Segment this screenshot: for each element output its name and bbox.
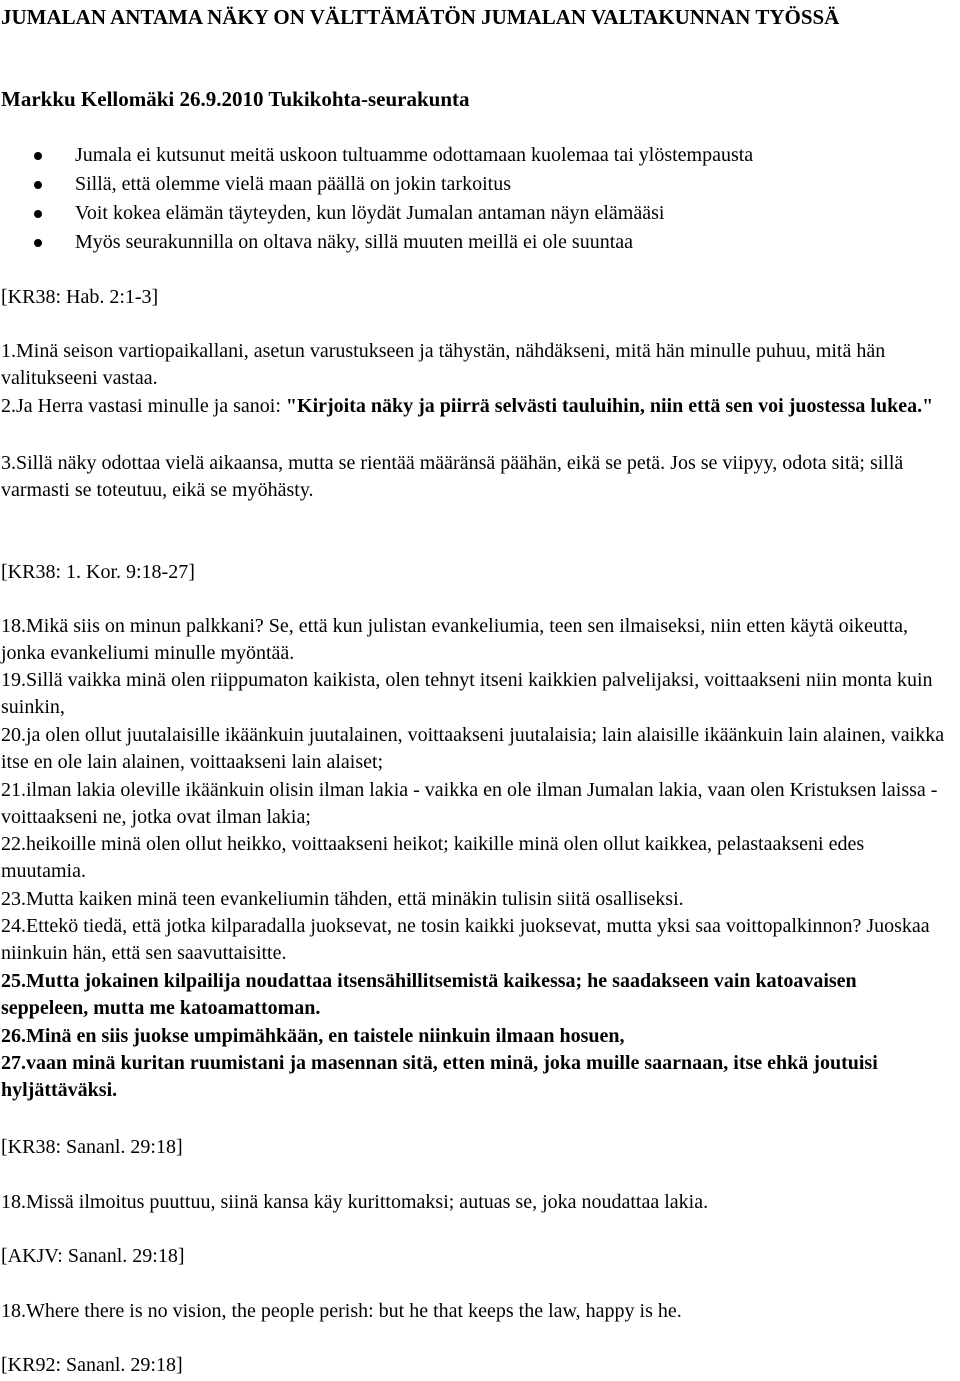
page-title: JUMALAN ANTAMA NÄKY ON VÄLTTÄMÄTÖN JUMALAN VALTAKUNNAN TYÖSSÄ (1, 5, 840, 29)
list-item: Sillä, että olemme vielä maan päällä on jokin tarkoitus (0, 170, 753, 199)
scripture-reference: [KR38: Hab. 2:1-3] (1, 286, 159, 308)
bullet-list (0, 141, 753, 257)
bullet-icon (34, 181, 42, 189)
bullet-icon (34, 210, 42, 218)
verse: 23.Mutta kaiken minä teen evankeliumin tähden, että minäkin tulisin siitä osalliseksi. (1, 888, 684, 910)
verse: 18.Mikä siis on minun palkkani? Se, että kun julistan evankeliumia, teen sen ilmaiseksi, niin etten käytä oikeutta, jonka evankeliumi minulle myöntää. (1, 615, 909, 664)
verse: 24.Ettekö tiedä, että jotka kilparadalla juoksevat, ne tosin kaikki juoksevat, mutta yksi saa voittopalkinnon? Juoskaa niinkuin hän, että sen saavuttaisitte. (1, 915, 930, 964)
list-item: Myös seurakunnilla on oltava näky, sillä muuten meillä ei ole suuntaa (0, 228, 753, 257)
verse: 19.Sillä vaikka minä olen riippumaton kaikista, olen tehnyt itseni kaikkien palvelijaksi, voittaakseni niin monta kuin suinkin, (1, 669, 933, 718)
verse: 20.ja olen ollut juutalaisille ikäänkuin juutalainen, voittaakseni juutalaisia; lain alaisille ikäänkuin lain alainen, vaikka itse en ole lain alainen, voittaakseni lain alaiset; (1, 724, 945, 773)
scripture-reference: [KR38: 1. Kor. 9:18-27] (1, 561, 195, 583)
verse: 27.vaan minä kuritan ruumistani ja masennan sitä, etten minä, joka muille saarnaan, itse ehkä joutuisi hyljättäväksi. (1, 1052, 878, 1101)
verse: 22.heikoille minä olen ollut heikko, voittaakseni heikot; kaikille minä olen ollut kaikkea, pelastaakseni edes muutamia. (1, 833, 865, 882)
verse: 18.Missä ilmoitus puuttuu, siinä kansa käy kurittomaksi; autuas se, joka noudattaa lakia. (1, 1191, 709, 1213)
scripture-reference: [KR92: Sananl. 29:18] (1, 1354, 183, 1376)
verse: 25.Mutta jokainen kilpailija noudattaa itsensähillitsemistä kaikessa; he saadakseen vain katoavaisen seppeleen, mutta me katoamattoman. (1, 970, 857, 1019)
scripture-reference: [AKJV: Sananl. 29:18] (1, 1245, 185, 1267)
verse: 1.Minä seison vartiopaikallani, asetun varustukseen ja tähystän, nähdäkseni, mitä hän minulle puhuu, mitä hän valitukseeni vastaa. (1, 340, 886, 389)
author-line: Markku Kellomäki 26.9.2010 Tukikohta-seurakunta (1, 87, 470, 111)
bullet-icon (34, 152, 42, 160)
verse: 3.Sillä näky odottaa vielä aikaansa, mutta se rientää määränsä päähän, eikä se petä. Jos se viipyy, odota sitä; sillä varmasti se toteutuu, eikä se myöhästy. (1, 452, 904, 501)
verse: 26.Minä en siis juokse umpimähkään, en taistele niinkuin ilmaan hosuen, (1, 1025, 625, 1047)
bullet-icon (34, 239, 42, 247)
verse: 21.ilman lakia oleville ikäänkuin olisin ilman lakia - vaikka en ole ilman Jumalan lakia, vaan olen Kristuksen laissa - voittaakseni ne, jotka ovat ilman lakia; (1, 779, 938, 828)
scripture-reference: [KR38: Sananl. 29:18] (1, 1136, 183, 1158)
verse: 18.Where there is no vision, the people perish: but he that keeps the law, happy is he. (1, 1300, 682, 1322)
verse-emphasis: "Kirjoita näky ja piirrä selvästi tauluihin, niin että sen voi juostessa lukea." (285, 395, 934, 417)
list-item: Voit kokea elämän täyteyden, kun löydät Jumalan antaman näyn elämääsi (0, 199, 753, 228)
verse: 2.Ja Herra vastasi minulle ja sanoi: "Kirjoita näky ja piirrä selvästi tauluihin, niin että sen voi juostessa lukea." (1, 395, 934, 417)
list-item: Jumala ei kutsunut meitä uskoon tultuamme odottamaan kuolemaa tai ylöstempausta (0, 141, 753, 170)
